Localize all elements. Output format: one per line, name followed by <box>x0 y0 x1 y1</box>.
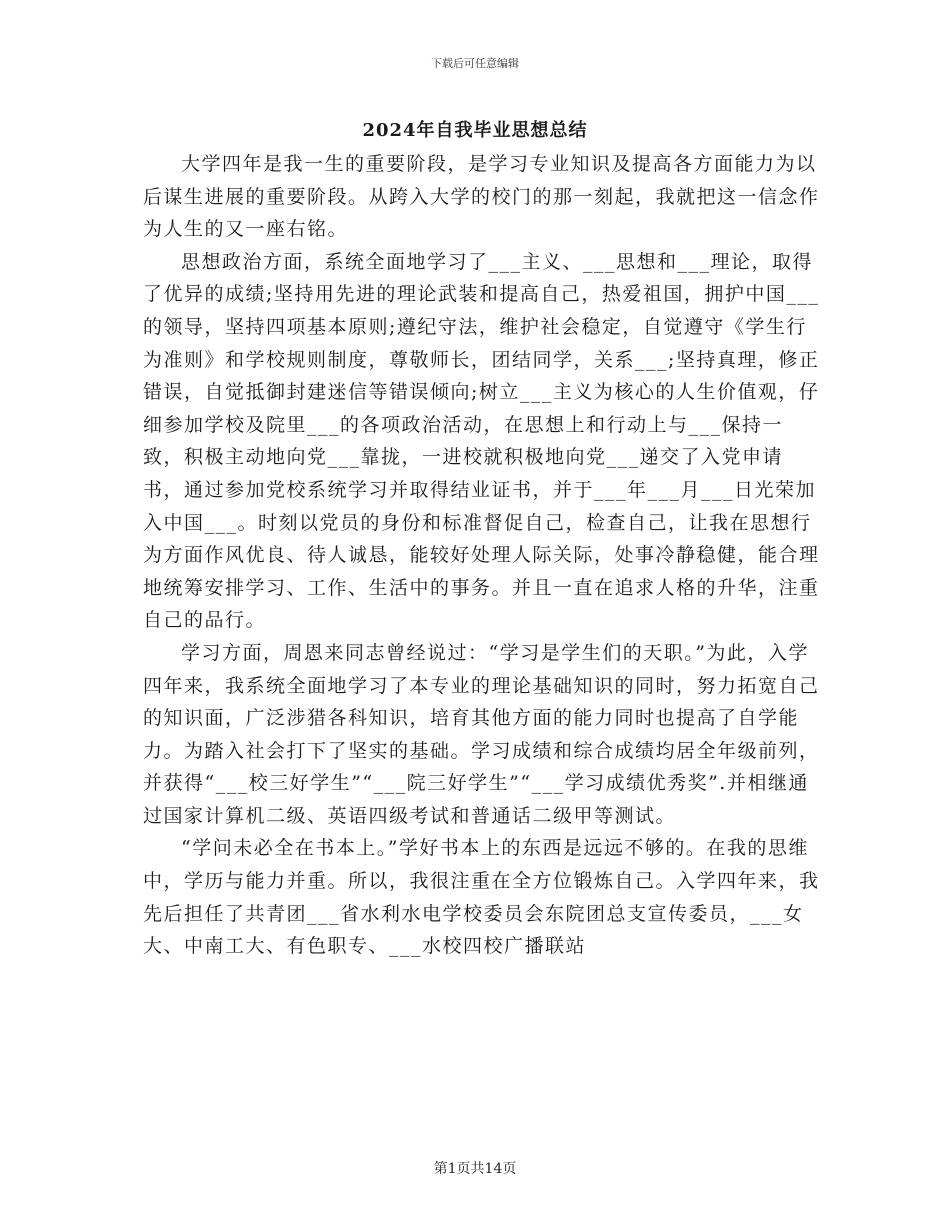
paragraph-practice: “学问未必全在书本上。”学好书本上的东西是远远不够的。在我的思维中，学历与能力并重。所以，我很注重在全方位锻炼自己。入学四年来，我先后担任了共青团___省水利水电学校委员会东院团总支宣传委员，___女大、中南工大、有色职专、___水校四校广播联站 <box>143 837 820 958</box>
page-header: 下载后可任意编辑 <box>431 57 519 70</box>
paragraph-study: 学习方面，周恩来同志曾经说过：“学习是学生们的天职。”为此，入学四年来，我系统全面地学习了本专业的理论基础知识的同时，努力拓宽自己的知识面，广泛涉猎各科知识，培育其他方面的能力同时也提高了自学能力。为踏入社会打下了坚实的基础。学习成绩和综合成绩均居全年级前列，并获得“___校三好学生”“___院三好学生”“___学习成绩优秀奖”.并相继通过国家计算机二级、英语四级考试和普通话二级甲等测试。 <box>143 641 820 827</box>
paragraph-intro: 大学四年是我一生的重要阶段，是学习专业知识及提高各方面能力为以后谋生进展的重要阶段。从跨入大学的校门的那一刻起，我就把这一信念作为人生的又一座右铭。 <box>143 153 820 241</box>
document-title: 2024年自我毕业思想总结 <box>362 120 588 141</box>
paragraph-politics: 思想政治方面，系统全面地学习了___主义、___思想和___理论，取得了优异的成绩;坚持用先进的理论武装和提高自己，热爱祖国，拥护中国___的领导，坚持四项基本原则;遵纪守法，维护社会稳定，自觉遵守《学生行为准则》和学校规则制度，尊敬师长，团结同学，关系___;坚持真理，修正错误，自觉抵御封建迷信等错误倾向;树立___主义为核心的人生价值观，仔细参加学校及院里___的各项政治活动，在思想上和行动上与___保持一致，积极主动地向党___靠拢，一进校就积极地向党___递交了入党申请书，通过参加党校系统学习并取得结业证书，并于___年___月___日光荣加入中国___。时刻以党员的身份和标准督促自己，检查自己，让我在思想行为方面作风优良、待人诚恳，能较好处理人际关际，处事冷静稳健，能合理地统筹安排学习、工作、生活中的事务。并且一直在追求人格的升华，注重自己的品行。 <box>143 250 820 632</box>
page-number: 第1页共14页 <box>433 1161 517 1177</box>
document-body <box>143 148 823 963</box>
